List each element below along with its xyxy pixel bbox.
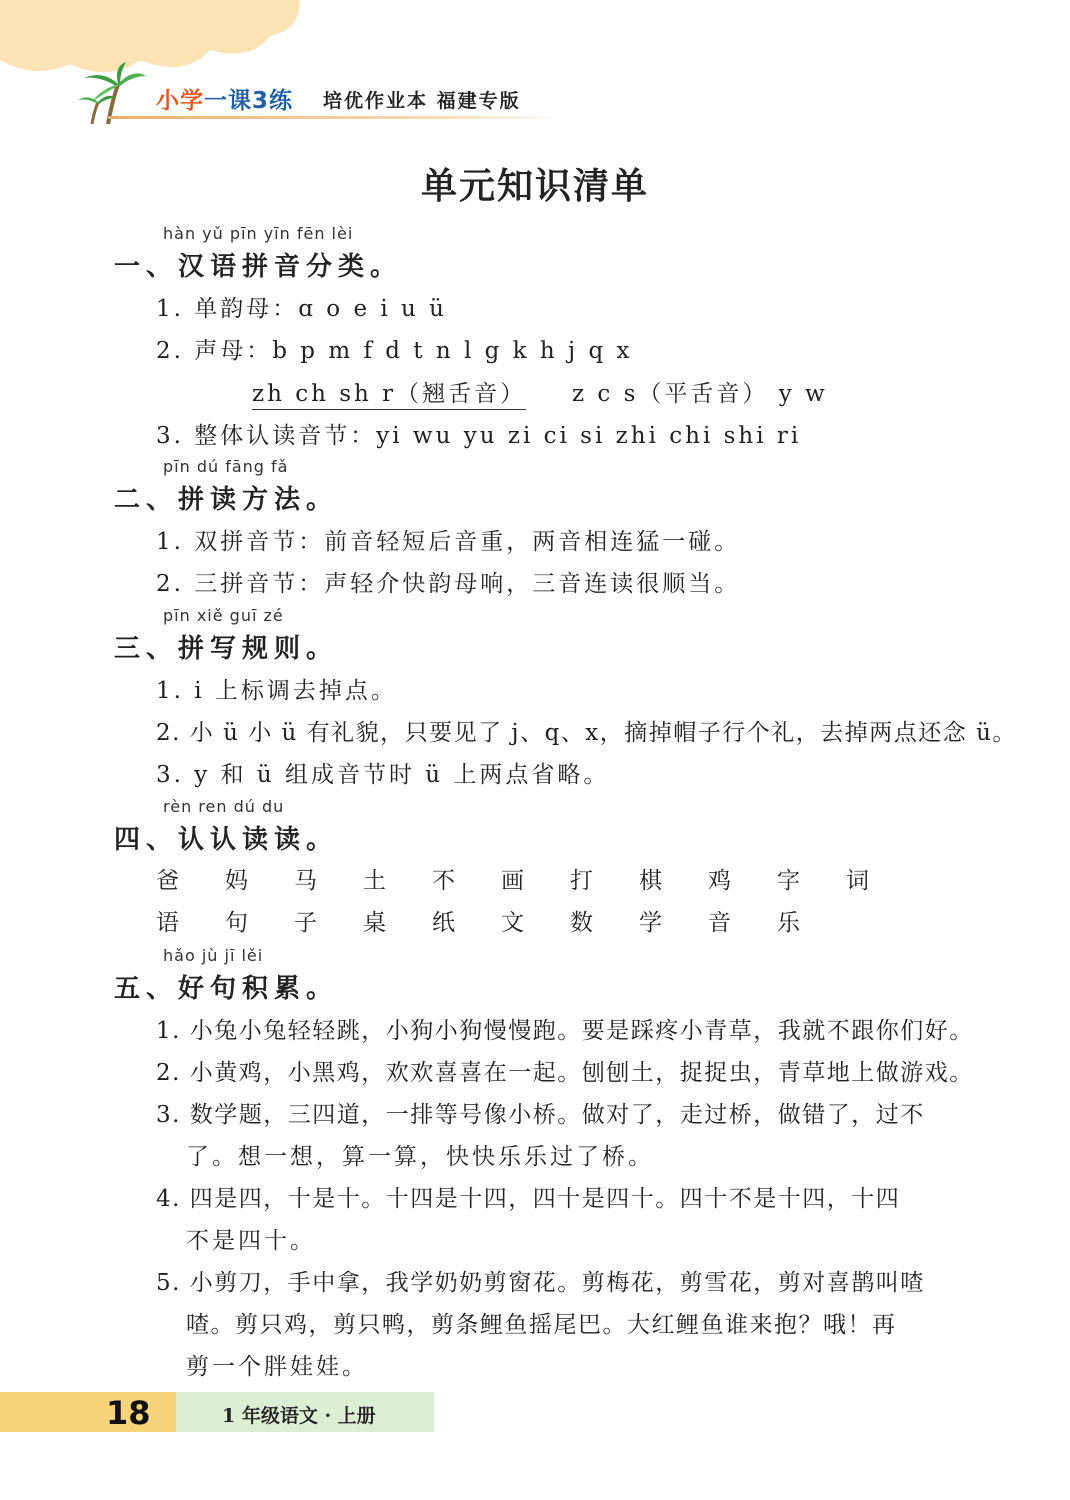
- character: 学: [639, 910, 662, 936]
- list-item: 2. 三拼音节：声轻介快韵母响，三音连读很顺当。: [156, 571, 741, 597]
- page-number-tab: [0, 1392, 176, 1432]
- character: 句: [225, 910, 248, 936]
- list-item-flat: z c s（平舌音） y w: [572, 381, 828, 407]
- list-item: 1. i 上标调去掉点。: [156, 678, 397, 704]
- character: 打: [570, 868, 593, 894]
- section-pinyin: pīn xiě guī zé: [163, 606, 284, 625]
- book-subtitle: 培优作业本 福建专版: [323, 90, 521, 112]
- section-heading: 一、汉语拼音分类。: [114, 252, 403, 282]
- list-item: 3. 数学题，三四道，一排等号像小桥。做对了，走过桥，做错了，过不: [156, 1102, 925, 1128]
- page-footer: [0, 1392, 434, 1432]
- list-item: 3. y 和 ü 组成音节时 ü 上两点省略。: [156, 762, 610, 788]
- section-pinyin: hàn yǔ pīn yīn fēn lèi: [163, 224, 354, 243]
- character: 鸡: [708, 868, 731, 894]
- list-item: 2. 小 ü 小 ü 有礼貌，只要见了 j、q、x，摘掉帽子行个礼，去掉两点还念 ü。: [156, 720, 1017, 746]
- page-title: 单元知识清单: [420, 166, 649, 207]
- grade-label: 1 年级语文 · 上册: [222, 1405, 376, 1427]
- section-heading: 四、认认读读。: [114, 825, 339, 855]
- list-item: 4. 四是四，十是十。十四是十四，四十是四十。四十不是十四，十四: [156, 1186, 901, 1212]
- list-item: 3. 整体认读音节：yi wu yu zi ci si zhi chi shi ri: [156, 423, 802, 449]
- section-heading: 三、拼写规则。: [114, 634, 339, 664]
- character: 画: [501, 868, 524, 894]
- character: 子: [294, 910, 317, 936]
- section-pinyin: hǎo jù jī lěi: [163, 946, 264, 965]
- character-row-2: [156, 904, 846, 937]
- list-item-continued: 不是四十。: [186, 1228, 316, 1254]
- character: 字: [777, 868, 800, 894]
- character: 不: [432, 868, 455, 894]
- list-item-continued: 剪一个胖娃娃。: [186, 1354, 368, 1380]
- list-item-continued: 喳。剪只鸡，剪只鸭，剪条鲤鱼摇尾巴。大红鲤鱼谁来抱？哦！再: [186, 1312, 897, 1338]
- character: 妈: [225, 868, 248, 894]
- list-item: 2. 声母：b p m f d t n l g k h j q x: [156, 338, 633, 364]
- list-item: 1. 双拼音节：前音轻短后音重，两音相连猛一碰。: [156, 529, 741, 555]
- character: 音: [708, 910, 731, 936]
- character: 爸: [156, 868, 179, 894]
- header-rule: [108, 116, 568, 119]
- character: 词: [846, 868, 869, 894]
- brand-logo: 小学一课3练: [156, 88, 294, 114]
- list-item: 2. 小黄鸡，小黑鸡，欢欢喜喜在一起。刨刨土，捉捉虫，青草地上做游戏。: [156, 1060, 974, 1086]
- list-item: 1. 单韵母：ɑ o e i u ü: [156, 296, 447, 322]
- section-heading: 五、好句积累。: [114, 974, 339, 1004]
- section-heading: 二、拼读方法。: [114, 485, 339, 515]
- character: 棋: [639, 868, 662, 894]
- list-item-continued: 了。想一想，算一算，快快乐乐过了桥。: [186, 1144, 654, 1170]
- character: 文: [501, 910, 524, 936]
- grade-tab: [176, 1392, 434, 1432]
- character: 土: [363, 868, 386, 894]
- character: 数: [570, 910, 593, 936]
- list-item: 1. 小兔小兔轻轻跳，小狗小狗慢慢跑。要是踩疼小青草，我就不跟你们好。: [156, 1018, 974, 1044]
- character: 乐: [777, 910, 800, 936]
- book-header: [78, 62, 598, 126]
- character-row-1: [156, 862, 915, 895]
- list-item: 5. 小剪刀，手中拿，我学奶奶剪窗花。剪梅花，剪雪花，剪对喜鹊叫喳: [156, 1270, 925, 1296]
- page-number: 18: [106, 1394, 151, 1432]
- character: 桌: [363, 910, 386, 936]
- character: 纸: [432, 910, 455, 936]
- list-item-retroflex: zh ch sh r（翘舌音）: [252, 375, 526, 408]
- section-pinyin: pīn dú fāng fǎ: [163, 457, 289, 476]
- section-pinyin: rèn ren dú du: [163, 797, 285, 816]
- character: 语: [156, 910, 179, 936]
- character: 马: [294, 868, 317, 894]
